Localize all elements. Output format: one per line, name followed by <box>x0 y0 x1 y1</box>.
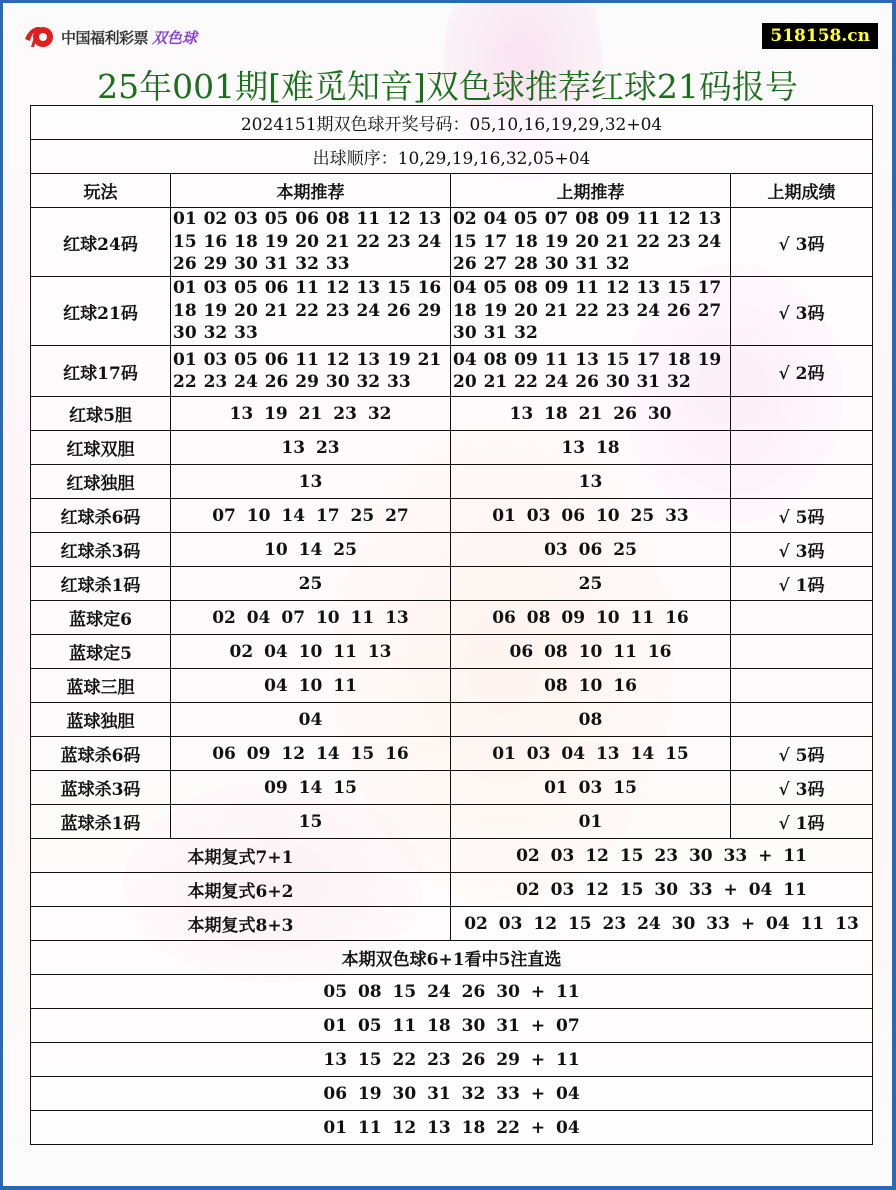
previous-cell: 25 <box>451 567 731 601</box>
previous-cell: 01 03 15 <box>451 771 731 805</box>
table-row <box>31 499 873 533</box>
site-badge: 518158.cn <box>762 23 878 49</box>
method-cell: 蓝球杀3码 <box>31 771 171 805</box>
picks-heading: 本期双色球6+1看中5注直选 <box>31 941 873 975</box>
multi-label: 本期复式6+2 <box>31 873 451 907</box>
table-row <box>31 397 873 431</box>
draw-result: 2024151期双色球开奖号码：05,10,16,19,29,32+04 <box>31 106 873 140</box>
multi-numbers: 02 03 12 15 23 30 33 + 11 <box>451 839 873 873</box>
table-row <box>31 805 873 839</box>
multi-numbers: 02 03 12 15 23 24 30 33 + 04 11 13 <box>451 907 873 941</box>
previous-cell: 04 05 08 09 11 12 13 15 17 18 19 20 21 22 23 24 26 27 30 31 32 <box>451 277 731 346</box>
page-frame <box>3 3 892 1186</box>
previous-cell: 06 08 10 11 16 <box>451 635 731 669</box>
result-cell: √ 3码 <box>731 533 873 567</box>
column-header-method: 玩法 <box>31 174 171 208</box>
previous-cell: 04 08 09 11 13 15 17 18 19 20 21 22 24 26 30 31 32 <box>451 346 731 397</box>
result-cell: √ 2码 <box>731 346 873 397</box>
current-cell: 13 23 <box>171 431 451 465</box>
picks-heading-row <box>31 941 873 975</box>
pick-row <box>31 975 873 1009</box>
method-cell: 蓝球定5 <box>31 635 171 669</box>
pick-line: 01 05 11 18 30 31 + 07 <box>31 1009 873 1043</box>
pick-line: 13 15 22 23 26 29 + 11 <box>31 1043 873 1077</box>
method-cell: 蓝球杀6码 <box>31 737 171 771</box>
table-row <box>31 737 873 771</box>
multi-line-row <box>31 907 873 941</box>
previous-cell: 06 08 09 10 11 16 <box>451 601 731 635</box>
current-cell: 09 14 15 <box>171 771 451 805</box>
method-cell: 红球双胆 <box>31 431 171 465</box>
prediction-table <box>30 105 873 1145</box>
lottery-logo <box>21 23 197 51</box>
table-row <box>31 601 873 635</box>
page-title: 25年001期[难觅知音]双色球推荐红球21码报号 <box>97 67 798 106</box>
current-cell: 01 03 05 06 11 12 13 19 21 22 23 24 26 29 30 32 33 <box>171 346 451 397</box>
previous-cell: 13 18 21 26 30 <box>451 397 731 431</box>
welfare-lottery-logo-icon <box>21 23 57 51</box>
multi-label: 本期复式8+3 <box>31 907 451 941</box>
column-header-previous: 上期推荐 <box>451 174 731 208</box>
pick-row <box>31 1009 873 1043</box>
current-cell: 10 14 25 <box>171 533 451 567</box>
pick-line: 06 19 30 31 32 33 + 04 <box>31 1077 873 1111</box>
previous-cell: 13 <box>451 465 731 499</box>
method-cell: 红球独胆 <box>31 465 171 499</box>
table-row <box>31 669 873 703</box>
current-cell: 01 03 05 06 11 12 13 15 16 18 19 20 21 22 23 24 26 29 30 32 33 <box>171 277 451 346</box>
result-cell <box>731 601 873 635</box>
result-cell <box>731 635 873 669</box>
method-cell: 蓝球定6 <box>31 601 171 635</box>
pick-row <box>31 1077 873 1111</box>
method-cell: 红球5胆 <box>31 397 171 431</box>
logo-game-name: 双色球 <box>152 28 198 47</box>
table-row <box>31 635 873 669</box>
table-row <box>31 208 873 277</box>
result-cell <box>731 431 873 465</box>
previous-cell: 08 <box>451 703 731 737</box>
pick-row <box>31 1043 873 1077</box>
result-cell <box>731 669 873 703</box>
current-cell: 04 10 11 <box>171 669 451 703</box>
result-cell: √ 3码 <box>731 208 873 277</box>
current-cell: 01 02 03 05 06 08 11 12 13 15 16 18 19 20 21 22 23 24 26 29 30 31 32 33 <box>171 208 451 277</box>
method-cell: 蓝球三胆 <box>31 669 171 703</box>
multi-line-row <box>31 839 873 873</box>
current-cell: 15 <box>171 805 451 839</box>
previous-cell: 01 03 06 10 25 33 <box>451 499 731 533</box>
current-cell: 13 <box>171 465 451 499</box>
previous-cell: 01 <box>451 805 731 839</box>
result-cell: √ 1码 <box>731 805 873 839</box>
current-cell: 04 <box>171 703 451 737</box>
draw-order-row <box>31 140 873 174</box>
draw-order: 出球顺序：10,29,19,16,32,05+04 <box>31 140 873 174</box>
method-cell: 蓝球独胆 <box>31 703 171 737</box>
result-cell: √ 5码 <box>731 737 873 771</box>
previous-cell: 08 10 16 <box>451 669 731 703</box>
current-cell: 06 09 12 14 15 16 <box>171 737 451 771</box>
current-cell: 25 <box>171 567 451 601</box>
pick-row <box>31 1111 873 1145</box>
current-cell: 07 10 14 17 25 27 <box>171 499 451 533</box>
pick-line: 01 11 12 13 18 22 + 04 <box>31 1111 873 1145</box>
result-cell: √ 3码 <box>731 771 873 805</box>
column-header-current: 本期推荐 <box>171 174 451 208</box>
table-row <box>31 567 873 601</box>
method-cell: 红球21码 <box>31 277 171 346</box>
method-cell: 红球杀6码 <box>31 499 171 533</box>
multi-label: 本期复式7+1 <box>31 839 451 873</box>
previous-cell: 01 03 04 13 14 15 <box>451 737 731 771</box>
table-row <box>31 346 873 397</box>
draw-result-row <box>31 106 873 140</box>
table-row <box>31 533 873 567</box>
previous-cell: 13 18 <box>451 431 731 465</box>
current-cell: 02 04 10 11 13 <box>171 635 451 669</box>
logo-text: 中国福利彩票 <box>61 28 149 47</box>
table-row <box>31 431 873 465</box>
table-row <box>31 771 873 805</box>
result-cell: √ 5码 <box>731 499 873 533</box>
method-cell: 红球杀3码 <box>31 533 171 567</box>
table-row <box>31 277 873 346</box>
method-cell: 蓝球杀1码 <box>31 805 171 839</box>
result-cell <box>731 397 873 431</box>
current-cell: 02 04 07 10 11 13 <box>171 601 451 635</box>
table-row <box>31 465 873 499</box>
table-header <box>31 174 873 208</box>
previous-cell: 03 06 25 <box>451 533 731 567</box>
column-header-result: 上期成绩 <box>731 174 873 208</box>
result-cell <box>731 465 873 499</box>
previous-cell: 02 04 05 07 08 09 11 12 13 15 17 18 19 20 21 22 23 24 26 27 28 30 31 32 <box>451 208 731 277</box>
pick-line: 05 08 15 24 26 30 + 11 <box>31 975 873 1009</box>
method-cell: 红球17码 <box>31 346 171 397</box>
result-cell <box>731 703 873 737</box>
table-row <box>31 703 873 737</box>
result-cell: √ 3码 <box>731 277 873 346</box>
method-cell: 红球杀1码 <box>31 567 171 601</box>
multi-numbers: 02 03 12 15 30 33 + 04 11 <box>451 873 873 907</box>
multi-line-row <box>31 873 873 907</box>
current-cell: 13 19 21 23 32 <box>171 397 451 431</box>
result-cell: √ 1码 <box>731 567 873 601</box>
method-cell: 红球24码 <box>31 208 171 277</box>
